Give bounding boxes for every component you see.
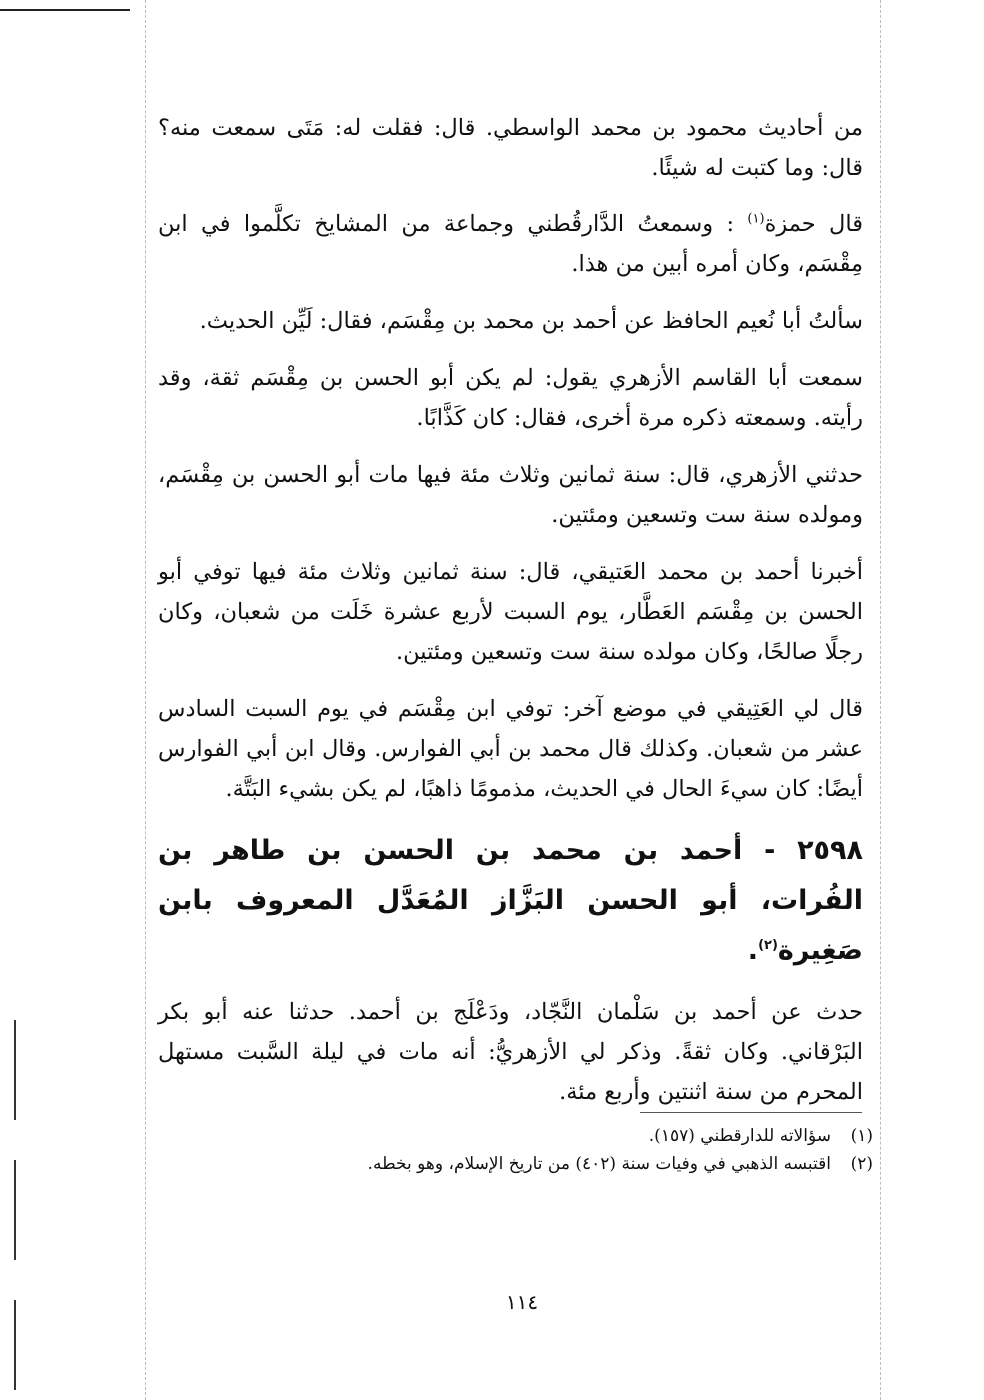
- paragraph: حدثني الأزهري، قال: سنة ثمانين وثلاث مئة فيها مات أبو الحسن بن مِقْسَم، ومولده سنة ست وتسعين ومئتين.: [158, 462, 863, 528]
- footnote-text: اقتبسه الذهبي في وفيات سنة (٤٠٢) من تاريخ الإسلام، وهو بخطه.: [367, 1154, 831, 1174]
- paragraph: قال لي العَتِيقي في موضع آخر: توفي ابن مِقْسَم في يوم السبت السادس عشر من شعبان. وكذلك قال محمد بن أبي الفوارس. وقال ابن أبي الفوارس أيضًا: كان سيءَ الحال في الحديث، مذمومًا ذاهبًا، لم يكن بشيء البَتَّة.: [158, 696, 863, 802]
- footnote-number: (١): [850, 1126, 873, 1146]
- hamza-text: : وسمعتُ الدَّارقُطني وجماعة من المشايخ تكلَّموا في ابن مِقْسَم، وكان أمره أبين من هذا.: [158, 211, 863, 277]
- entry-heading: [158, 826, 863, 976]
- margin-bar: [14, 1300, 16, 1390]
- hamza-label: قال حمزة: [764, 211, 863, 237]
- footnote-text: سؤالاته للدارقطني (١٥٧).: [648, 1126, 831, 1146]
- paragraph: أخبرنا أحمد بن محمد العَتيقي، قال: سنة ثمانين وثلاث مئة فيها توفي أبو الحسن بن مِقْسَم العَطَّار، يوم السبت لأربع عشرة خَلَت من شعبان، وكان رجلًا صالحًا، وكان مولده سنة ست وتسعين ومئتين.: [158, 559, 863, 665]
- paragraph: سمعت أبا القاسم الأزهري يقول: لم يكن أبو الحسن بن مِقْسَم ثقة، وقد رأيته. وسمعته ذكره مرة أخرى، فقال: كان كَذَّابًا.: [158, 365, 863, 431]
- top-edge-rule: [0, 9, 130, 11]
- paragraph: سألتُ أبا نُعيم الحافظ عن أحمد بن محمد بن مِقْسَم، فقال: لَيِّن الحديث.: [199, 308, 863, 334]
- entry-heading-text: ٢٥٩٨ - أحمد بن محمد بن الحسن بن طاهر بن الفُرات، أبو الحسن البَزَّاز المُعَدَّل المعروف بابن صَغِيرة: [158, 835, 863, 966]
- scan-guide-line-right: [880, 0, 881, 1400]
- footnotes: [158, 1122, 873, 1178]
- entry-body: حدث عن أحمد بن سَلْمان النَّجّاد، ودَعْلَج بن أحمد. حدثنا عنه أبو بكر البَرْقاني. وكان ثقةً. وذكر لي الأزهريُّ: أنه مات في ليلة السَّبت مستهل المحرم من سنة اثنتين وأربع مئة.: [158, 999, 863, 1105]
- footnote-ref: (٢): [758, 938, 778, 953]
- scan-guide-line-left: [145, 0, 146, 1400]
- footnote: [158, 1122, 873, 1150]
- main-text: [158, 108, 863, 1129]
- footnote: [158, 1150, 873, 1178]
- paragraph: من أحاديث محمود بن محمد الواسطي. قال: فقلت له: مَتَى سمعت منه؟ قال: وما كتبت له شيئًا.: [158, 115, 863, 181]
- margin-bar: [14, 1160, 16, 1260]
- footnote-separator: [640, 1112, 862, 1113]
- margin-bar: [14, 1020, 16, 1120]
- entry-heading-end: .: [747, 935, 759, 966]
- page-number: ١١٤: [505, 1290, 539, 1314]
- paragraph-hamza: [158, 204, 863, 284]
- footnote-ref: (١): [747, 211, 765, 227]
- footnote-number: (٢): [850, 1154, 873, 1174]
